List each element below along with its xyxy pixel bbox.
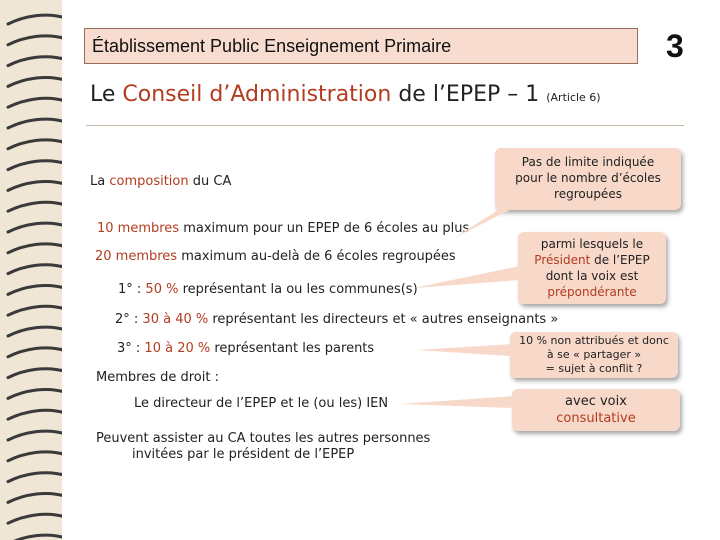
spiral-ring — [8, 494, 66, 503]
spiral-ring — [8, 452, 66, 461]
max-6-highlight: 10 membres — [97, 221, 180, 236]
l1-highlight: 50 % — [145, 282, 179, 297]
president-line-1: parmi lesquels le — [540, 237, 644, 251]
pct-line-2: à se « partager » — [546, 348, 642, 361]
limite-line-2: pour le nombre d’écoles — [515, 171, 661, 185]
spiral-ring — [8, 390, 66, 399]
section-heading — [90, 82, 601, 107]
limite-line-1: Pas de limite indiquée — [521, 155, 655, 169]
spiral-ring — [8, 348, 66, 357]
spiral-ring — [8, 98, 66, 107]
spiral-ring — [8, 202, 66, 211]
directeur-line: Le directeur de l’EPEP et le (ou les) IEN — [134, 396, 389, 411]
peuvent-line-1: Peuvent assister au CA toutes les autres personnes — [96, 431, 431, 446]
peuvent-line-2: invitées par le président de l’EPEP — [132, 447, 355, 462]
spiral-ring — [8, 514, 66, 523]
l2-prefix: 2° : — [115, 312, 143, 327]
spiral-ring — [8, 265, 66, 274]
spiral-ring — [8, 431, 66, 440]
l1-text: représentant la ou les communes(s) — [178, 282, 418, 297]
spiral-ring — [8, 15, 66, 24]
callout-pourcentage — [510, 332, 678, 378]
spiral-ring — [8, 182, 66, 191]
heading-prefix: Le — [90, 82, 123, 107]
callout-president-pointer — [412, 266, 522, 296]
voix-line-2: consultative — [556, 411, 636, 426]
callout-president — [518, 232, 666, 304]
line-1 — [118, 282, 418, 297]
l2-text: représentant les directeurs et « autres enseignants » — [208, 312, 559, 327]
page-title: Établissement Public Enseignement Primaire — [92, 36, 452, 56]
spiral-ring — [8, 36, 66, 45]
spiral-ring — [8, 161, 66, 170]
composition-post: du CA — [188, 174, 232, 189]
heading-highlight: Conseil d’Administration — [122, 82, 392, 107]
spiral-ring — [8, 244, 66, 253]
l2-highlight: 30 à 40 % — [142, 312, 209, 327]
line-max-more — [95, 249, 456, 264]
limite-line-3: regroupées — [554, 187, 622, 201]
spiral-ring — [8, 306, 66, 315]
president-line-2: de l’EPEP — [590, 253, 650, 267]
membres-de-droit: Membres de droit : — [96, 370, 219, 385]
callout-voix-pointer — [398, 396, 516, 412]
spiral-ring — [8, 410, 66, 419]
line-2 — [115, 312, 558, 327]
line-max-6 — [97, 221, 469, 236]
pct-line-1: 10 % non attribués et donc — [519, 334, 669, 347]
slide-number: 3 — [666, 28, 684, 64]
l3-text: représentant les parents — [210, 341, 375, 356]
callout-pourcentage-pointer — [414, 344, 514, 360]
max-6-text: maximum pour un EPEP de 6 écoles au plus — [179, 221, 470, 236]
spiral-ring — [8, 473, 66, 482]
president-line-4: prépondérante — [547, 285, 637, 299]
composition-pre: La — [90, 174, 110, 189]
pct-line-3: = sujet à conflit ? — [545, 362, 643, 375]
composition-label — [90, 174, 231, 189]
callout-voix — [512, 389, 680, 431]
max-more-text: maximum au-delà de 6 écoles regroupées — [177, 249, 456, 264]
spiral-ring — [8, 535, 66, 540]
max-more-highlight: 20 membres — [95, 249, 178, 264]
spiral-ring — [8, 369, 66, 378]
president-highlight: Président — [534, 253, 591, 267]
l3-prefix: 3° : — [117, 341, 145, 356]
spiral-ring — [8, 57, 66, 66]
l3-highlight: 10 à 20 % — [144, 341, 211, 356]
divider — [86, 125, 684, 126]
spiral-ring — [8, 78, 66, 87]
line-3 — [117, 341, 374, 356]
l1-prefix: 1° : — [118, 282, 146, 297]
spiral-ring — [8, 286, 66, 295]
voix-line-1: avec voix — [565, 394, 627, 409]
spiral-ring — [8, 140, 66, 149]
spiral-ring — [8, 223, 66, 232]
spiral-ring — [8, 327, 66, 336]
president-line-3: dont la voix est — [545, 269, 639, 283]
composition-highlight: composition — [109, 174, 189, 189]
spiral-ring — [8, 119, 66, 128]
heading-article: (Article 6) — [546, 91, 601, 104]
heading-suffix: de l’EPEP – 1 — [391, 82, 547, 107]
